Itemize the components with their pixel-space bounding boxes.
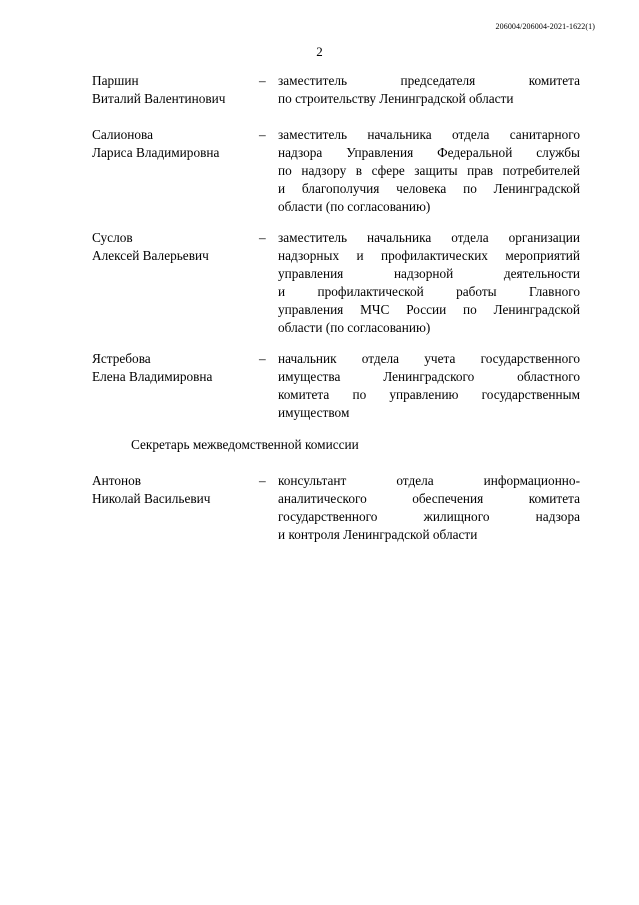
position-line: надзора Управления Федеральной службы [278, 145, 580, 160]
position-line: комитета по управлению государственным [278, 387, 580, 402]
member-position [278, 72, 580, 108]
position-line: и контроля Ленинградской области [278, 527, 478, 542]
member-surname: Салионова [92, 127, 154, 142]
position-line: и благополучия человека по Ленинградской [278, 181, 580, 196]
position-line: имущества Ленинградского областного [278, 369, 580, 384]
position-line: надзорных и профилактических мероприятий [278, 248, 580, 263]
secretary-name [92, 472, 257, 508]
position-line: заместитель председателя комитета [278, 73, 580, 88]
member-position [278, 350, 580, 422]
position-line: заместитель начальника отдела организации [278, 230, 580, 245]
member-name [92, 350, 257, 386]
member-surname: Суслов [92, 230, 133, 245]
position-line: управления надзорной деятельности [278, 266, 580, 281]
secretary-heading: Секретарь межведомственной комиссии [131, 437, 359, 452]
position-line: государственного жилищного надзора [278, 509, 580, 524]
dash-separator: – [259, 127, 266, 142]
member-surname: Ястребова [92, 351, 151, 366]
secretary-position [278, 472, 580, 544]
member-given-names: Алексей Валерьевич [92, 248, 209, 263]
secretary-given-names: Николай Васильевич [92, 491, 211, 506]
position-line: управления МЧС России по Ленинградской [278, 302, 580, 317]
position-line: по строительству Ленинградской области [278, 91, 514, 106]
member-position [278, 229, 580, 337]
secretary-surname: Антонов [92, 473, 142, 488]
dash-separator: – [259, 230, 266, 245]
position-line: аналитического обеспечения комитета [278, 491, 580, 506]
position-line: заместитель начальника отдела санитарного [278, 127, 580, 142]
position-line: начальник отдела учета государственного [278, 351, 580, 366]
member-name [92, 72, 257, 108]
member-position [278, 126, 580, 216]
position-line: и профилактической работы Главного [278, 284, 580, 299]
page-number: 2 [316, 44, 323, 59]
dash-separator: – [259, 473, 266, 488]
position-line: области (по согласованию) [278, 199, 431, 214]
document-code: 206004/206004-2021-1622(1) [495, 22, 595, 31]
position-line: по надзору в сфере защиты прав потребителей [278, 163, 580, 178]
position-line: имуществом [278, 405, 350, 420]
member-name [92, 229, 257, 265]
member-given-names: Лариса Владимировна [92, 145, 220, 160]
member-surname: Паршин [92, 73, 139, 88]
position-line: консультант отдела информационно- [278, 473, 580, 488]
dash-separator: – [259, 73, 266, 88]
member-name [92, 126, 257, 162]
member-given-names: Виталий Валентинович [92, 91, 226, 106]
member-given-names: Елена Владимировна [92, 369, 213, 384]
dash-separator: – [259, 351, 266, 366]
position-line: области (по согласованию) [278, 320, 431, 335]
